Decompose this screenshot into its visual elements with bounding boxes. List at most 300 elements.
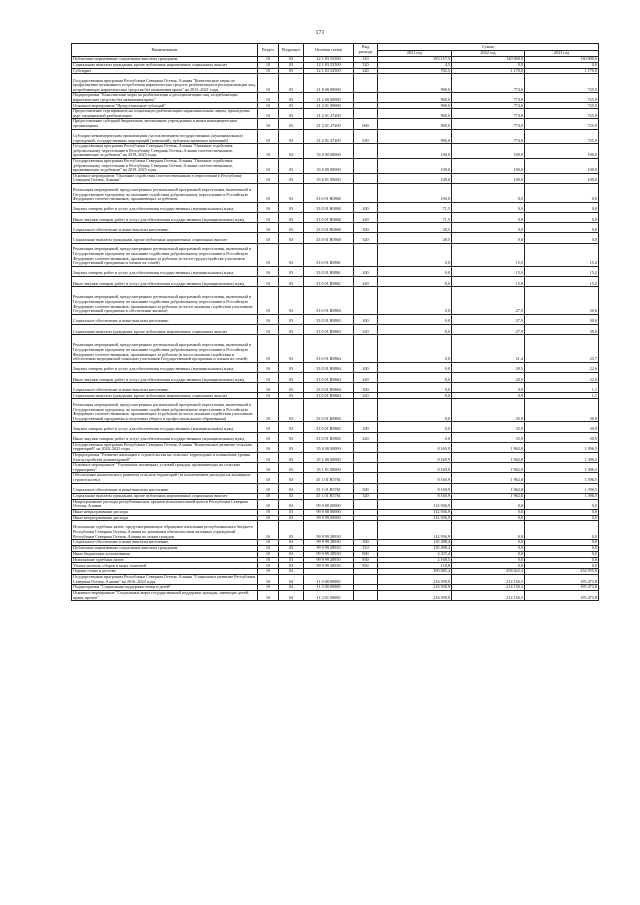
row-target-item: 33 0 01 R8864 — [304, 335, 354, 363]
table-row — [72, 324, 599, 334]
row-expense-type — [354, 74, 378, 93]
row-target-item: 33 0 01 R8861 — [304, 266, 354, 276]
row-amount-2022: 1 962,8 — [452, 493, 525, 499]
row-target-item: 99 0 00 00000 — [304, 499, 354, 509]
row-target-item: 35 0 00 00000 — [304, 442, 354, 452]
row-expense-type — [354, 109, 378, 119]
row-subsection: 03 — [279, 563, 304, 569]
row-name: Охрана семьи и детства — [72, 569, 258, 575]
row-amount-2023: 1 396,5 — [525, 493, 599, 499]
row-subsection: 03 — [279, 57, 304, 63]
table-row — [72, 521, 599, 540]
row-section: 10 — [258, 463, 279, 473]
row-amount-2023: 100,0 — [525, 173, 599, 183]
header-2022: 2022 год — [452, 51, 525, 57]
row-name: Государственная программа Республики Северная Осетия–Алания "Оказание содействия добровольному переселению в Республику Северная Осетия–Алания соотечественников, проживающих за рубежом" на 2019–2025 годы — [72, 144, 258, 159]
row-expense-type: 300 — [354, 540, 378, 546]
row-section: 10 — [258, 109, 279, 119]
row-amount-2022: 1 962,8 — [452, 463, 525, 473]
row-expense-type: 240 — [354, 432, 378, 442]
row-expense-type: 200 — [354, 202, 378, 212]
row-name: Предоставление сертификатов на социальную реабилитацию наркозависимым лицам, прошедшим курс медицинской реабилитации — [72, 109, 258, 119]
row-amount-2022: 774,0 — [452, 119, 525, 129]
header-name: Наименование — [72, 44, 258, 57]
table-row — [72, 212, 599, 222]
row-subsection: 03 — [279, 362, 304, 372]
row-target-item: 33 0 01 R8863 — [304, 287, 354, 315]
row-section: 10 — [258, 158, 279, 173]
table-row — [72, 442, 599, 452]
table-row — [72, 399, 599, 422]
row-target-item: 99 9 99 28930 — [304, 557, 354, 563]
row-name: Социальные выплаты гражданам, кроме публичных нормативных социальных выплат — [72, 393, 258, 399]
row-amount-2021: 2 337,4 — [378, 551, 452, 557]
row-amount-2021: 0,0 — [378, 324, 452, 334]
row-section: 10 — [258, 212, 279, 222]
row-amount-2023: 254 955,8 — [525, 569, 599, 575]
row-subsection: 03 — [279, 202, 304, 212]
row-amount-2022: 1 170,0 — [452, 68, 525, 74]
row-target-item: 12 1 03 52500 — [304, 57, 354, 63]
row-expense-type — [354, 499, 378, 509]
row-amount-2023: 725,9 — [525, 74, 599, 93]
table-row — [72, 223, 599, 233]
row-amount-2023: 1,1 — [525, 393, 599, 399]
row-section: 10 — [258, 540, 279, 546]
row-amount-2021: 0,0 — [378, 372, 452, 382]
row-amount-2023: 1 170,0 — [525, 68, 599, 74]
row-amount-2023: 0,0 — [525, 557, 599, 563]
row-target-item: 99 9 00 00000 — [304, 509, 354, 515]
row-amount-2021: 900,0 — [378, 109, 452, 119]
table-row — [72, 277, 599, 287]
row-section: 10 — [258, 399, 279, 422]
row-name: Предоставление субсидий бюджетным, автономным учреждениям и иным некоммерческим организациям — [72, 119, 258, 129]
row-name: Государственная программа Республики Северная Осетия–Алания "Комплексные меры по профилактике незаконного потребления наркотических средств, реабилитации и ресоциализации лиц, потребляющих наркотические средства без назначения врача" на 2015–2021 годы — [72, 74, 258, 93]
row-amount-2021: 900,0 — [378, 103, 452, 109]
row-amount-2023: 100,0 — [525, 144, 599, 159]
row-amount-2022: 27,9 — [452, 287, 525, 315]
row-amount-2021: 0,0 — [378, 266, 452, 276]
row-expense-type: 240 — [354, 212, 378, 222]
row-section: 10 — [258, 62, 279, 68]
row-target-item: 33 0 01 R0860 — [304, 233, 354, 243]
row-amount-2021: 183 157,3 — [378, 57, 452, 63]
row-section: 10 — [258, 103, 279, 109]
row-subsection: 04 — [279, 590, 304, 600]
row-expense-type: 240 — [354, 277, 378, 287]
row-section: 10 — [258, 383, 279, 393]
row-expense-type — [354, 473, 378, 483]
row-amount-2021: 28,5 — [378, 233, 452, 243]
row-name: Основное мероприятие "Социальные меры государственной поддержки граждан, имеющих детей, права–прочее" — [72, 590, 258, 600]
row-name: Основное мероприятие "Улучшение жилищных условий граждан, проживающих на сельских территориях" — [72, 463, 258, 473]
row-expense-type: 600 — [354, 119, 378, 129]
row-subsection: 03 — [279, 173, 304, 183]
row-amount-2022: 0,0 — [452, 557, 525, 563]
row-subsection: 03 — [279, 372, 304, 382]
row-section: 10 — [258, 590, 279, 600]
row-subsection: 03 — [279, 557, 304, 563]
table-row — [72, 93, 599, 103]
row-amount-2023: 1 396,5 — [525, 442, 599, 452]
row-target-item: 33 0 00 00000 — [304, 144, 354, 159]
row-name: Подпрограмма "Социальная поддержка семьи и детей" — [72, 585, 258, 591]
row-amount-2022: 0,0 — [452, 546, 525, 552]
table-row — [72, 493, 599, 499]
table-row — [72, 103, 599, 109]
row-subsection: 03 — [279, 183, 304, 202]
row-name: Социальное обеспечение и иные выплаты населению — [72, 223, 258, 233]
budget-table — [71, 43, 599, 601]
row-expense-type: 320 — [354, 62, 378, 68]
row-name: Подпрограмма "Развитие жилищного строительства на сельских территориях и повышение уровня благоустройства домовладений" — [72, 452, 258, 462]
row-amount-2021: 0,0 — [378, 393, 452, 399]
row-amount-2022: 0,0 — [452, 223, 525, 233]
row-amount-2021: 900,0 — [378, 129, 452, 144]
row-amount-2023: 1 396,5 — [525, 483, 599, 493]
row-amount-2023: 0,0 — [525, 212, 599, 222]
row-amount-2022: 1 962,8 — [452, 483, 525, 493]
table-row — [72, 266, 599, 276]
row-amount-2022: 214 156,3 — [452, 585, 525, 591]
row-amount-2023: 0,0 — [525, 546, 599, 552]
row-name: Исполнение судебных актов — [72, 557, 258, 563]
row-name: Уплата налогов, сборов и иных платежей — [72, 563, 258, 569]
row-amount-2021: 112 936,9 — [378, 509, 452, 515]
row-name: Социальные выплаты гражданам, кроме публичных нормативных социальных выплат — [72, 62, 258, 68]
row-amount-2021: 8 160,9 — [378, 473, 452, 483]
row-name: Иные непрограммные расходы — [72, 515, 258, 521]
row-section: 10 — [258, 243, 279, 266]
row-amount-2021: 0,0 — [378, 287, 452, 315]
row-amount-2022: 0,9 — [452, 383, 525, 393]
row-subsection: 03 — [279, 277, 304, 287]
row-target-item: 11 3 01 00000 — [304, 590, 354, 600]
row-amount-2023: 15,2 — [525, 266, 599, 276]
row-amount-2022: 1 962,8 — [452, 452, 525, 462]
row-target-item: 33 0 01 R8863 — [304, 314, 354, 324]
row-name: Обеспечение комплексного развития сельских территорий (за исключением расходов на жилищное строительство) — [72, 473, 258, 483]
row-amount-2023: 0,0 — [525, 499, 599, 509]
row-amount-2023: 22,6 — [525, 362, 599, 372]
row-name: Субсидии некоммерческим организациям (за исключением государственных (муниципальных) учреждений, государственных корпораций (компаний), публично-правовых компаний) — [72, 129, 258, 144]
row-amount-2023: 30,6 — [525, 324, 599, 334]
row-target-item: 33 0 01 R8864 — [304, 383, 354, 393]
row-amount-2022: 15,0 — [452, 243, 525, 266]
row-target-item: 21 2 01 27200 — [304, 129, 354, 144]
row-section: 10 — [258, 93, 279, 103]
row-section: 10 — [258, 202, 279, 212]
row-subsection: 03 — [279, 521, 304, 540]
row-amount-2022: 15,0 — [452, 266, 525, 276]
row-section: 10 — [258, 314, 279, 324]
row-amount-2023: 195 473,8 — [525, 574, 599, 584]
row-expense-type: 200 — [354, 362, 378, 372]
row-expense-type: 240 — [354, 68, 378, 74]
row-section: 10 — [258, 585, 279, 591]
row-amount-2023: 725,9 — [525, 119, 599, 129]
row-target-item: 33 0 01 00000 — [304, 173, 354, 183]
row-amount-2022: 0,0 — [452, 62, 525, 68]
row-amount-2022: 0,9 — [452, 393, 525, 399]
row-amount-2022: 0,0 — [452, 515, 525, 521]
table-row — [72, 540, 599, 546]
row-name: Иные закупки товаров, работ и услуг для обеспечения государственных (муниципальных) нужд — [72, 277, 258, 287]
row-amount-2021: 0,0 — [378, 335, 452, 363]
row-target-item: 33 0 01 R0860 — [304, 212, 354, 222]
row-subsection: 03 — [279, 509, 304, 515]
row-amount-2021: 0,0 — [378, 243, 452, 266]
row-section: 10 — [258, 173, 279, 183]
row-subsection: 03 — [279, 442, 304, 452]
row-amount-2022: 0,0 — [452, 183, 525, 202]
row-amount-2022: 0,0 — [452, 202, 525, 212]
row-subsection: 03 — [279, 243, 304, 266]
row-subsection: 03 — [279, 483, 304, 493]
row-amount-2022: 21,4 — [452, 335, 525, 363]
row-target-item: 99 9 99 28930 — [304, 551, 354, 557]
row-section: 10 — [258, 362, 279, 372]
row-subsection: 04 — [279, 569, 304, 575]
row-target-item: 99 9 99 00000 — [304, 515, 354, 521]
row-amount-2021: 118,8 — [378, 563, 452, 569]
table-row — [72, 233, 599, 243]
row-expense-type — [354, 183, 378, 202]
row-amount-2021: 4,5 — [378, 62, 452, 68]
row-amount-2023: 0,0 — [525, 62, 599, 68]
row-subsection: 03 — [279, 129, 304, 144]
row-amount-2022: 0,0 — [452, 563, 525, 569]
table-row — [72, 119, 599, 129]
row-section: 10 — [258, 393, 279, 399]
row-amount-2021: 0,0 — [378, 277, 452, 287]
row-subsection: 03 — [279, 383, 304, 393]
row-target-item: 21 2 01 00000 — [304, 103, 354, 109]
row-amount-2021: 112 936,9 — [378, 515, 452, 521]
row-expense-type — [354, 144, 378, 159]
table-row — [72, 158, 599, 173]
row-section: 10 — [258, 57, 279, 63]
table-row — [72, 287, 599, 315]
row-subsection: 03 — [279, 335, 304, 363]
row-amount-2022: 100,0 — [452, 144, 525, 159]
row-target-item: 12 1 03 52500 — [304, 68, 354, 74]
row-target-item: 33 0 01 R8863 — [304, 324, 354, 334]
table-row — [72, 362, 599, 372]
row-amount-2023: 0,0 — [525, 202, 599, 212]
row-section: 10 — [258, 277, 279, 287]
table-row — [72, 383, 599, 393]
row-section: 10 — [258, 129, 279, 144]
row-subsection: 03 — [279, 463, 304, 473]
row-section: 10 — [258, 509, 279, 515]
row-amount-2021: 100,0 — [378, 183, 452, 202]
row-expense-type: 300 — [354, 314, 378, 324]
row-amount-2022: 774,0 — [452, 103, 525, 109]
row-target-item: 35 1 01 R5761 — [304, 493, 354, 499]
row-name: Закупка товаров, работ и услуг для обеспечения государственных (муниципальных) нужд — [72, 266, 258, 276]
row-name: Реализация мероприятий, предусмотренных региональной программой переселения, включенной в Государственную программу по оказанию содействия добровольному переселению в Российскую Федерацию соотечественников, проживающих за рубежом (в части трудоустройства участников Государственной программы и членов их семей) — [72, 243, 258, 266]
row-section: 10 — [258, 483, 279, 493]
row-amount-2023: 725,9 — [525, 103, 599, 109]
row-name: Закупка товаров, работ и услуг для обеспечения государственных (муниципальных) нужд — [72, 362, 258, 372]
header-section: Раздел — [258, 44, 279, 57]
row-amount-2021: 0,0 — [378, 383, 452, 393]
row-amount-2021: 0,0 — [378, 362, 452, 372]
row-section: 10 — [258, 119, 279, 129]
row-name: Субсидии — [72, 68, 258, 74]
row-amount-2022: 774,0 — [452, 93, 525, 103]
row-name: Социальное обеспечение и иные выплаты населению — [72, 540, 258, 546]
header-subsection: Подраздел — [279, 44, 304, 57]
row-amount-2022: 774,0 — [452, 109, 525, 119]
row-amount-2023: 30,6 — [525, 314, 599, 324]
row-section: 10 — [258, 68, 279, 74]
row-amount-2022: 35,9 — [452, 432, 525, 442]
row-subsection: 03 — [279, 393, 304, 399]
row-section: 10 — [258, 335, 279, 363]
row-amount-2023: 30,9 — [525, 399, 599, 422]
row-subsection: 03 — [279, 324, 304, 334]
row-name: Публичные нормативные социальные выплаты гражданам — [72, 546, 258, 552]
row-subsection: 03 — [279, 432, 304, 442]
row-amount-2021: 8 160,9 — [378, 442, 452, 452]
row-target-item: 21 2 01 27200 — [304, 109, 354, 119]
row-subsection: 03 — [279, 266, 304, 276]
row-subsection: 03 — [279, 540, 304, 546]
row-subsection: 03 — [279, 422, 304, 432]
row-name: Иные закупки товаров, работ и услуг для обеспечения государственных (муниципальных) нужд — [72, 212, 258, 222]
row-amount-2023: 0,0 — [525, 515, 599, 521]
row-amount-2021: 8 160,9 — [378, 483, 452, 493]
row-subsection: 03 — [279, 314, 304, 324]
row-name: Государственная программа Республики Северная Осетия–Алания "Комплексное развитие сельских территорий" на 2020–2025 годы — [72, 442, 258, 452]
row-amount-2022: 0,0 — [452, 509, 525, 515]
row-expense-type: 320 — [354, 493, 378, 499]
row-name: Реализация мероприятий, предусмотренных региональной программой переселения, включенной в Государственную программу по оказанию содействия добровольному переселению в Российскую Федерацию соотечественников, проживающих за рубежом — [72, 183, 258, 202]
row-amount-2021: 0,0 — [378, 314, 452, 324]
row-target-item: 33 0 01 R8861 — [304, 243, 354, 266]
row-amount-2022: 0,0 — [452, 233, 525, 243]
row-amount-2021: 900,0 — [378, 119, 452, 129]
row-expense-type — [354, 335, 378, 363]
row-amount-2021: 112 936,9 — [378, 521, 452, 540]
row-name: Подпрограмма "Комплексные меры по реабилитации и ресоциализации лиц, потребляющих наркотические средства без назначения врача" — [72, 93, 258, 103]
row-amount-2023: 0,0 — [525, 563, 599, 569]
row-target-item: 99 9 99 28930 — [304, 540, 354, 546]
row-name: Социальные выплаты гражданам, кроме публичных нормативных социальных выплат — [72, 493, 258, 499]
row-amount-2023: 725,9 — [525, 129, 599, 144]
row-amount-2022: 0,0 — [452, 551, 525, 557]
row-section: 10 — [258, 287, 279, 315]
row-amount-2022: 1 962,8 — [452, 473, 525, 483]
row-amount-2021: 0,0 — [378, 399, 452, 422]
row-subsection: 03 — [279, 233, 304, 243]
row-amount-2023: 0,0 — [525, 551, 599, 557]
row-target-item: 21 2 00 00000 — [304, 93, 354, 103]
row-expense-type: 850 — [354, 563, 378, 569]
row-target-item: 35 1 01 00000 — [304, 463, 354, 473]
table-row — [72, 590, 599, 600]
row-name: Иные закупки товаров, работ и услуг для обеспечения государственных (муниципальных) нужд — [72, 432, 258, 442]
row-amount-2023: 30,9 — [525, 432, 599, 442]
row-expense-type — [354, 158, 378, 173]
row-subsection: 03 — [279, 158, 304, 173]
row-amount-2022: 20,5 — [452, 372, 525, 382]
row-target-item: 99 9 99 28930 — [304, 546, 354, 552]
row-amount-2021: 100,0 — [378, 173, 452, 183]
row-amount-2023: 0,0 — [525, 223, 599, 233]
row-amount-2022: 27,9 — [452, 314, 525, 324]
row-subsection: 03 — [279, 212, 304, 222]
row-subsection: 03 — [279, 109, 304, 119]
row-amount-2022: 0,0 — [452, 540, 525, 546]
header-expense-type: Вид расхода — [354, 44, 378, 57]
row-section: 10 — [258, 493, 279, 499]
row-amount-2022: 774,0 — [452, 74, 525, 93]
row-name: Иные закупки товаров, работ и услуг для обеспечения государственных (муниципальных) нужд — [72, 372, 258, 382]
row-expense-type: 320 — [354, 393, 378, 399]
row-expense-type: 320 — [354, 233, 378, 243]
table-body — [72, 57, 599, 601]
row-subsection: 03 — [279, 499, 304, 509]
row-amount-2022: 15,0 — [452, 277, 525, 287]
row-amount-2021: 110 498,4 — [378, 546, 452, 552]
row-amount-2021: 216 939,9 — [378, 574, 452, 584]
row-target-item: 33 0 01 R8861 — [304, 277, 354, 287]
row-name: Исполнение судебных актов, предусматривающих обращение взыскания республиканского бюджета Республики Северная Осетия–Алания по денежным обязательствам казенных учреждений Республики Северная Осетия–Алания по искам граждан — [72, 521, 258, 540]
row-target-item: 33 0 00 00000 — [304, 158, 354, 173]
row-amount-2021: 900,0 — [378, 74, 452, 93]
row-section: 10 — [258, 266, 279, 276]
row-name: Публичные нормативные социальные выплаты гражданам — [72, 57, 258, 63]
row-expense-type: 240 — [354, 372, 378, 382]
row-name: Социальное обеспечение и иные выплаты населению — [72, 483, 258, 493]
row-subsection: 03 — [279, 144, 304, 159]
row-amount-2021: 216 939,9 — [378, 585, 452, 591]
row-section: 10 — [258, 569, 279, 575]
table-row — [72, 74, 599, 93]
row-subsection: 04 — [279, 585, 304, 591]
row-name: Закупка товаров, работ и услуг для обеспечения государственных (муниципальных) нужд — [72, 422, 258, 432]
row-amount-2021: 8 160,9 — [378, 452, 452, 462]
row-amount-2021: 28,5 — [378, 223, 452, 233]
table-row — [72, 473, 599, 483]
row-amount-2022: 35,9 — [452, 399, 525, 422]
row-name: Основное мероприятие "Предоставление субсидий" — [72, 103, 258, 109]
row-target-item: 33 0 01 R8864 — [304, 393, 354, 399]
row-expense-type: 300 — [354, 483, 378, 493]
row-subsection: 03 — [279, 493, 304, 499]
row-section: 10 — [258, 432, 279, 442]
row-amount-2023: 100,0 — [525, 158, 599, 173]
row-amount-2023: 1,1 — [525, 383, 599, 393]
row-subsection: 03 — [279, 93, 304, 103]
row-expense-type — [354, 463, 378, 473]
row-expense-type — [354, 287, 378, 315]
header-target-item: Целевая статья — [304, 44, 354, 57]
row-subsection: 03 — [279, 399, 304, 422]
row-target-item: 35 1 00 00000 — [304, 452, 354, 462]
row-section: 10 — [258, 521, 279, 540]
row-subsection: 03 — [279, 287, 304, 315]
row-amount-2022: 100,0 — [452, 173, 525, 183]
row-amount-2022: 258 622,4 — [452, 569, 525, 575]
row-amount-2023: 0,0 — [525, 521, 599, 540]
row-target-item: 99 9 99 28930 — [304, 563, 354, 569]
row-subsection: 03 — [279, 74, 304, 93]
